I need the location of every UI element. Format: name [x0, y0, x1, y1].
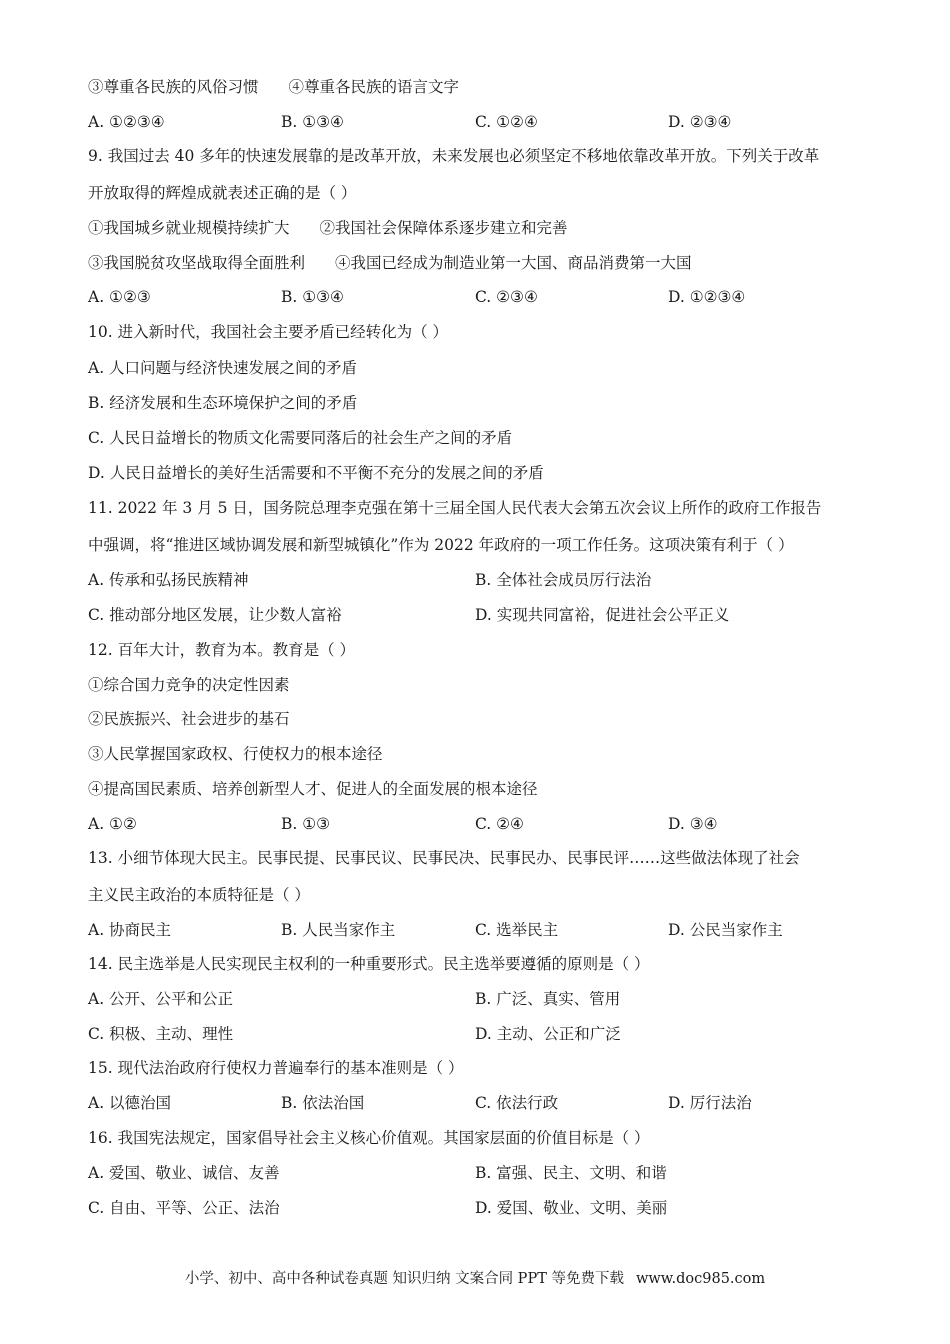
q11-stem-line-1: 11. 2022 年 3 月 5 日，国务院总理李克强在第十三届全国人民代表大会第五次会议上所作的政府工作报告: [88, 499, 822, 517]
q10-option-c[interactable]: C. 人民日益增长的物质文化需要同落后的社会生产之间的矛盾: [88, 429, 513, 447]
q10-option-b[interactable]: B. 经济发展和生态环境保护之间的矛盾: [88, 394, 358, 412]
q14-stem: 14. 民主选举是人民实现民主权利的一种重要形式。民主选举要遵循的原则是（ ）: [88, 955, 650, 973]
q16-option-d[interactable]: D. 爱国、敬业、文明、美丽: [475, 1199, 668, 1217]
q9-item-2: ②我国社会保障体系逐步建立和完善: [319, 219, 568, 237]
q14-option-d[interactable]: D. 主动、公正和广泛: [475, 1025, 621, 1043]
q12-item-1: ①综合国力竞争的决定性因素: [88, 676, 290, 694]
q9-item-4: ④我国已经成为制造业第一大国、商品消费第一大国: [335, 254, 692, 272]
q13-option-b[interactable]: B. 人民当家作主: [281, 921, 396, 939]
q13-stem-line-1: 13. 小细节体现大民主。民事民提、民事民议、民事民决、民事民办、民事民评……这些做法体现了社会: [88, 849, 800, 867]
q15-stem: 15. 现代法治政府行使权力普遍奉行的基本准则是（ ）: [88, 1059, 464, 1077]
q9-stem-line-1: 9. 我国过去 40 多年的快速发展靠的是改革开放，未来发展也必须坚定不移地依靠改革开放。下列关于改革: [88, 147, 820, 165]
q12-item-4: ④提高国民素质、培养创新型人才、促进人的全面发展的根本途径: [88, 780, 538, 798]
q11-option-a[interactable]: A. 传承和弘扬民族精神: [88, 571, 249, 589]
q8-items-line: [88, 77, 890, 97]
q10-option-a[interactable]: A. 人口问题与经济快速发展之间的矛盾: [88, 359, 358, 377]
q8-option-d[interactable]: D. ②③④: [668, 113, 732, 131]
q16-option-b[interactable]: B. 富强、民主、文明、和谐: [475, 1164, 667, 1182]
q8-item-4: ④尊重各民族的语言文字: [288, 78, 460, 96]
q12-option-d[interactable]: D. ③④: [668, 815, 718, 833]
q11-stem-line-2: 中强调，将“推进区域协调发展和新型城镇化”作为 2022 年政府的一项工作任务。这项决策有利于（ ）: [88, 536, 794, 554]
q9-option-c[interactable]: C. ②③④: [475, 288, 538, 306]
q16-option-c[interactable]: C. 自由、平等、公正、法治: [88, 1199, 280, 1217]
q14-option-c[interactable]: C. 积极、主动、理性: [88, 1025, 234, 1043]
q9-option-b[interactable]: B. ①③④: [281, 288, 344, 306]
q9-items-line-1: [88, 218, 890, 238]
q11-option-c[interactable]: C. 推动部分地区发展，让少数人富裕: [88, 606, 342, 624]
q12-item-3: ③人民掌握国家政权、行使权力的根本途径: [88, 745, 383, 763]
q14-option-a[interactable]: A. 公开、公平和公正: [88, 990, 234, 1008]
q9-item-3: ③我国脱贫攻坚战取得全面胜利: [88, 254, 306, 272]
q15-option-c[interactable]: C. 依法行政: [475, 1094, 559, 1112]
q12-option-a[interactable]: A. ①②: [88, 815, 137, 833]
q10-option-d[interactable]: D. 人民日益增长的美好生活需要和不平衡不充分的发展之间的矛盾: [88, 464, 544, 482]
q16-stem: 16. 我国宪法规定，国家倡导社会主义核心价值观。其国家层面的价值目标是（ ）: [88, 1129, 650, 1147]
q15-option-b[interactable]: B. 依法治国: [281, 1094, 365, 1112]
q12-option-c[interactable]: C. ②④: [475, 815, 524, 833]
q9-item-1: ①我国城乡就业规模持续扩大: [88, 219, 290, 237]
q8-option-c[interactable]: C. ①②④: [475, 113, 538, 131]
q8-item-3: ③尊重各民族的风俗习惯: [88, 78, 259, 96]
q14-option-b[interactable]: B. 广泛、真实、管用: [475, 990, 621, 1008]
q9-option-d[interactable]: D. ①②③④: [668, 288, 746, 306]
q15-option-a[interactable]: A. 以德治国: [88, 1094, 172, 1112]
q8-option-b[interactable]: B. ①③④: [281, 113, 344, 131]
q13-option-d[interactable]: D. 公民当家作主: [668, 921, 783, 939]
q8-option-a[interactable]: A. ①②③④: [88, 113, 165, 131]
q15-option-d[interactable]: D. 厉行法治: [668, 1094, 752, 1112]
q13-option-c[interactable]: C. 选举民主: [475, 921, 559, 939]
q9-stem-line-2: 开放取得的辉煌成就表述正确的是（ ）: [88, 184, 357, 202]
q13-option-a[interactable]: A. 协商民主: [88, 921, 172, 939]
q13-stem-line-2: 主义民主政治的本质特征是（ ）: [88, 886, 310, 904]
q10-stem: 10. 进入新时代，我国社会主要矛盾已经转化为（ ）: [88, 323, 449, 341]
page-footer: [0, 1269, 950, 1289]
q9-items-line-2: [88, 253, 890, 273]
q16-option-a[interactable]: A. 爱国、敬业、诚信、友善: [88, 1164, 280, 1182]
q12-option-b[interactable]: B. ①③: [281, 815, 331, 833]
footer-text: 小学、初中、高中各种试卷真题 知识归纳 文案合同 PPT 等免费下载: [184, 1271, 624, 1287]
q11-option-d[interactable]: D. 实现共同富裕，促进社会公平正义: [475, 606, 730, 624]
q9-option-a[interactable]: A. ①②③: [88, 288, 151, 306]
q12-item-2: ②民族振兴、社会进步的基石: [88, 710, 290, 728]
footer-link[interactable]: www.doc985.com: [635, 1271, 766, 1287]
q11-option-b[interactable]: B. 全体社会成员厉行法治: [475, 571, 652, 589]
q12-stem: 12. 百年大计，教育为本。教育是（ ）: [88, 641, 356, 659]
